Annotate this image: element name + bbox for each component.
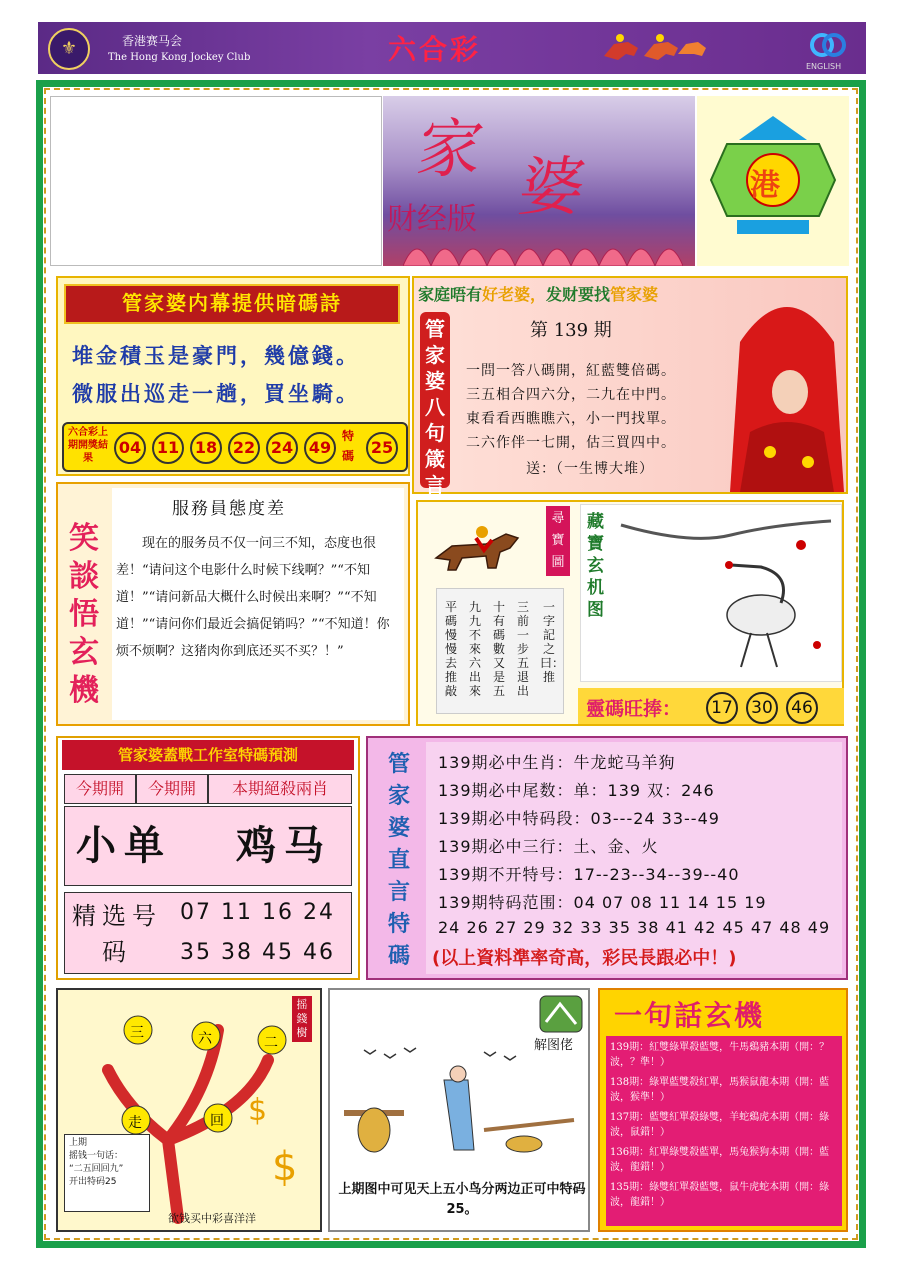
straight-line: 139期必中三行：土、金、火 bbox=[438, 837, 659, 856]
straight-line: 139期必中特码段：03---24 33--49 bbox=[438, 809, 720, 828]
org-name-cn: 香港赛马会 bbox=[122, 34, 183, 48]
pick-row: 35 38 45 46 bbox=[180, 940, 335, 965]
poem-line-1: 堆金積玉是豪門，幾億錢。 bbox=[72, 343, 360, 368]
joke-title: 服務員態度差 bbox=[172, 499, 286, 519]
eight-vertical-title: 管家婆八句箴言 bbox=[420, 312, 450, 488]
tree-note-title: 上期 bbox=[69, 1138, 88, 1148]
lucky-number: 17 bbox=[706, 692, 738, 724]
eight-line: 東看看西瞧瞧六，小一門找單。 bbox=[466, 411, 676, 427]
prediction-col-head: 今期開 bbox=[64, 774, 136, 804]
racing-horses-icon bbox=[598, 26, 708, 70]
result-ball: 49 bbox=[304, 432, 336, 464]
scroll-column: 三前一步五退出 bbox=[516, 600, 529, 698]
treasure-label: 尋寶圖 bbox=[546, 506, 570, 576]
straight-line: 24 26 27 29 32 33 35 38 41 42 45 47 48 49 bbox=[438, 918, 831, 937]
bride-image bbox=[730, 282, 844, 492]
result-ball: 22 bbox=[228, 432, 260, 464]
straight-talk-inner bbox=[426, 742, 842, 974]
prediction-col-head: 本期絕殺兩肖 bbox=[208, 774, 352, 804]
one-sentence-item: 137期：藍雙紅單殺綠雙，羊蛇鷄虎本期（開：綠波，鼠錯！） bbox=[610, 1112, 830, 1138]
tree-note-line: 开出特码25 bbox=[69, 1177, 117, 1187]
tree-fruit: 二 bbox=[264, 1035, 278, 1051]
site-header bbox=[38, 22, 866, 74]
one-sentence-item: 136期：紅單綠雙殺藍單，馬兔猴狗本期（開：藍波，龍錯！） bbox=[610, 1147, 830, 1173]
eight-line: 三五相合四六分，二九在中門。 bbox=[466, 387, 676, 403]
special-ball: 25 bbox=[366, 432, 398, 464]
riddle-solver-label: 解图佬 bbox=[534, 1038, 574, 1053]
banner-char-jia: 家 bbox=[411, 113, 489, 187]
issue-number: 第 139 期 bbox=[530, 320, 612, 341]
eight-heading-part3: 发财要找 bbox=[546, 285, 611, 304]
english-link[interactable]: ENGLISH bbox=[806, 62, 842, 71]
blank-panel bbox=[50, 96, 382, 266]
straight-line: 139期必中生肖：牛龙蛇马羊狗 bbox=[438, 753, 676, 772]
joke-vertical-title: 笑談悟玄機 bbox=[69, 521, 99, 708]
lotus-petals-icon bbox=[403, 232, 683, 266]
straight-vertical-title: 管家婆直言特碼 bbox=[387, 751, 410, 969]
eight-heading-part2: 好老婆， bbox=[482, 285, 547, 304]
tree-note-line: “二五回回九” bbox=[69, 1164, 124, 1174]
one-sentence-list bbox=[606, 1036, 842, 1226]
lucky-number: 46 bbox=[786, 692, 818, 724]
org-name-en: The Hong Kong Jockey Club bbox=[108, 52, 251, 63]
prediction-title: 管家婆蓋戰工作室特碼預測 bbox=[62, 740, 354, 770]
riddle-text: 上期图中可见天上五小鸟分两边正可中特码25。 bbox=[338, 1182, 586, 1217]
lantern-char: 港 bbox=[750, 168, 780, 203]
page-title: 六合彩 bbox=[388, 33, 482, 66]
straight-line: 139期不开特号：17--23--34--39--40 bbox=[438, 865, 740, 884]
eight-heading-part1: 家庭唔有 bbox=[418, 285, 483, 304]
result-label: 六合彩上期開獎結果 bbox=[68, 427, 108, 464]
eight-line: 一問一答八碼開，紅藍雙倍碼。 bbox=[466, 363, 676, 379]
lucky-number: 30 bbox=[746, 692, 778, 724]
result-ball: 18 bbox=[190, 432, 222, 464]
tree-note bbox=[64, 1134, 150, 1212]
prediction-col-head: 今期開 bbox=[136, 774, 208, 804]
eight-heading-part4: 管家婆 bbox=[610, 285, 659, 304]
hkjc-logo-icon[interactable]: ⚜ bbox=[48, 28, 90, 70]
scroll-column: 平碼慢慢去推敲 bbox=[444, 600, 457, 698]
result-ball: 24 bbox=[266, 432, 298, 464]
result-ball: 04 bbox=[114, 432, 146, 464]
scroll-column: 九九不來六出來 bbox=[468, 600, 481, 698]
special-label: 特碼 bbox=[342, 429, 355, 463]
svg-text:$: $ bbox=[272, 1144, 298, 1190]
straight-line: 139期必中尾数：单：139 双：246 bbox=[438, 781, 715, 800]
tree-fruit: 走 bbox=[128, 1115, 142, 1131]
joke-text: 现在的服务员不仅一问三不知，态度也很差！“请问这个电影什么时候下线啊？”“不知道！”“请问新品大概什么时候出来啊？”“不知道！”“请问你们最近会搞促销吗？”“不知道！你烦不烦啊？这猪肉你到底还买不买？！” bbox=[116, 536, 390, 659]
pick-row: 07 11 16 24 bbox=[180, 900, 335, 925]
eight-sign: 送：（一生博大堆） bbox=[526, 461, 654, 477]
prediction-big-right: 鸡马 bbox=[236, 823, 332, 869]
riddle-scene bbox=[334, 1040, 584, 1160]
tree-fruit: 回 bbox=[210, 1113, 224, 1129]
tree-fruit: 六 bbox=[198, 1031, 212, 1047]
lucky-number-label: 靈碼旺捧： bbox=[586, 698, 682, 720]
scroll-column: 十有碼數又是五 bbox=[492, 600, 505, 698]
last-draw-result bbox=[62, 422, 408, 472]
tree-fruit: 三 bbox=[130, 1025, 144, 1041]
tree-label: 摇錢樹 bbox=[292, 996, 312, 1042]
result-ball: 11 bbox=[152, 432, 184, 464]
lantern-panel bbox=[697, 96, 849, 266]
crane-icon bbox=[611, 515, 837, 675]
straight-line: 139期特码范围：04 07 08 11 14 15 19 bbox=[438, 893, 767, 912]
one-sentence-item: 135期：綠雙紅單殺藍雙，鼠牛虎蛇本期（開：綠波，龍錯！） bbox=[610, 1182, 830, 1208]
poem-title: 管家婆内幕提供暗碼詩 bbox=[64, 284, 400, 324]
svg-text:$: $ bbox=[248, 1093, 268, 1128]
banner-char-po: 婆 bbox=[513, 151, 591, 225]
one-sentence-item: 139期：紅雙綠單殺藍雙，牛馬鷄豬本期（開：？波，？準！） bbox=[610, 1042, 830, 1068]
english-rings-icon[interactable] bbox=[808, 30, 848, 60]
prediction-big-left: 小单 bbox=[76, 823, 172, 869]
one-sentence-item: 138期：綠單藍雙殺紅單，馬猴鼠龍本期（開：藍波，猴準！） bbox=[610, 1077, 830, 1103]
eight-heading bbox=[418, 282, 778, 306]
masthead-banner bbox=[383, 96, 695, 266]
crane-vertical-title: 藏寶玄机图 bbox=[587, 512, 604, 620]
crane-image bbox=[580, 504, 842, 682]
riddle-solver-icon bbox=[538, 994, 584, 1034]
scroll-column: 一字記之曰：推 bbox=[540, 600, 565, 684]
eight-line: 二六作伴一七開，估三買四中。 bbox=[466, 435, 676, 451]
one-sentence-title: 一句話玄機 bbox=[614, 999, 765, 1032]
straight-footer: (以上資料準率奇高，彩民長跟必中！) bbox=[432, 948, 737, 969]
poem-line-2: 微服出巡走一趟，買坐騎。 bbox=[72, 381, 360, 406]
horse-rider-icon bbox=[426, 518, 536, 578]
tree-note-line: 摇钱一句话： bbox=[69, 1151, 124, 1161]
pick-label: 精选号码 bbox=[72, 902, 162, 966]
banner-subtitle: 财经版 bbox=[387, 202, 477, 237]
tree-footer: 欲钱买中彩喜洋洋 bbox=[168, 1212, 256, 1225]
